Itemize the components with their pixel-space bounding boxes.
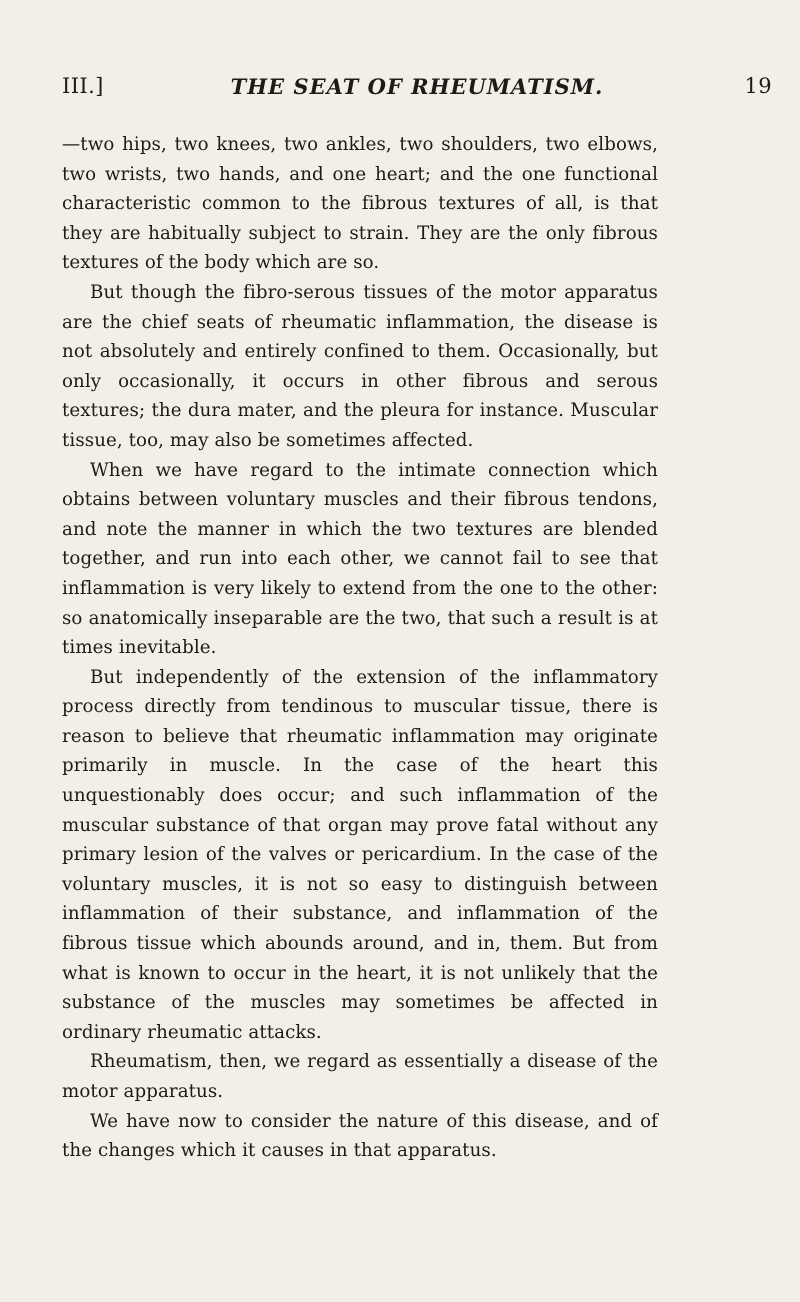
paragraph-3: When we have regard to the intimate connection which obtains between voluntary muscles and their fibrous tendons, and note the manner in which the two textures are blended together, and run into each other, we cannot fail to see that inflammation is very likely to extend from the one to the other: so anatomically inseparable are the two, that such a result is at times inevitable. <box>62 459 658 659</box>
chapter-number: III.] <box>62 74 104 98</box>
paragraph-2: But though the fibro-serous tissues of the motor apparatus are the chief seats of rheumatic inflammation, the disease is not absolutely and entirely confined to them. Occasionally, but only occasionally, it occurs in other fibrous and serous textures; the dura mater, and the pleura for instance. Muscular tissue, too, may also be sometimes affected. <box>62 281 658 451</box>
paragraph-4: But independently of the extension of the inflammatory process directly from tendinous to muscular tissue, there is reason to believe that rheumatic inflammation may originate primarily in muscle. In the case of the heart this unquestionably does occur; and such inflammation of the muscular substance of that organ may prove fatal without any primary lesion of the valves or pericardium. In the case of the voluntary muscles, it is not so easy to distinguish between inflammation of their substance, and inflammation of the fibrous tissue which abounds around, and in, them. But from what is known to occur in the heart, it is not unlikely that the substance of the muscles may sometimes be affected in ordinary rheumatic attacks. <box>62 666 658 1043</box>
paragraph-1: —two hips, two knees, two ankles, two shoulders, two elbows, two wrists, two hands, and one heart; and the one functional characteristic common to the fibrous textures of all, is that they are habitually subject to strain. They are the only fibrous textures of the body which are so. <box>62 134 658 274</box>
running-head <box>62 74 772 104</box>
paragraph-5: Rheumatism, then, we regard as essentially a disease of the motor apparatus. <box>62 1051 658 1102</box>
paragraph-6: We have now to consider the nature of this disease, and of the changes which it causes in that apparatus. <box>62 1110 658 1162</box>
running-title: THE SEAT OF RHEUMATISM. <box>230 74 604 99</box>
page-number: 19 <box>744 74 772 98</box>
body-text <box>62 130 658 1166</box>
